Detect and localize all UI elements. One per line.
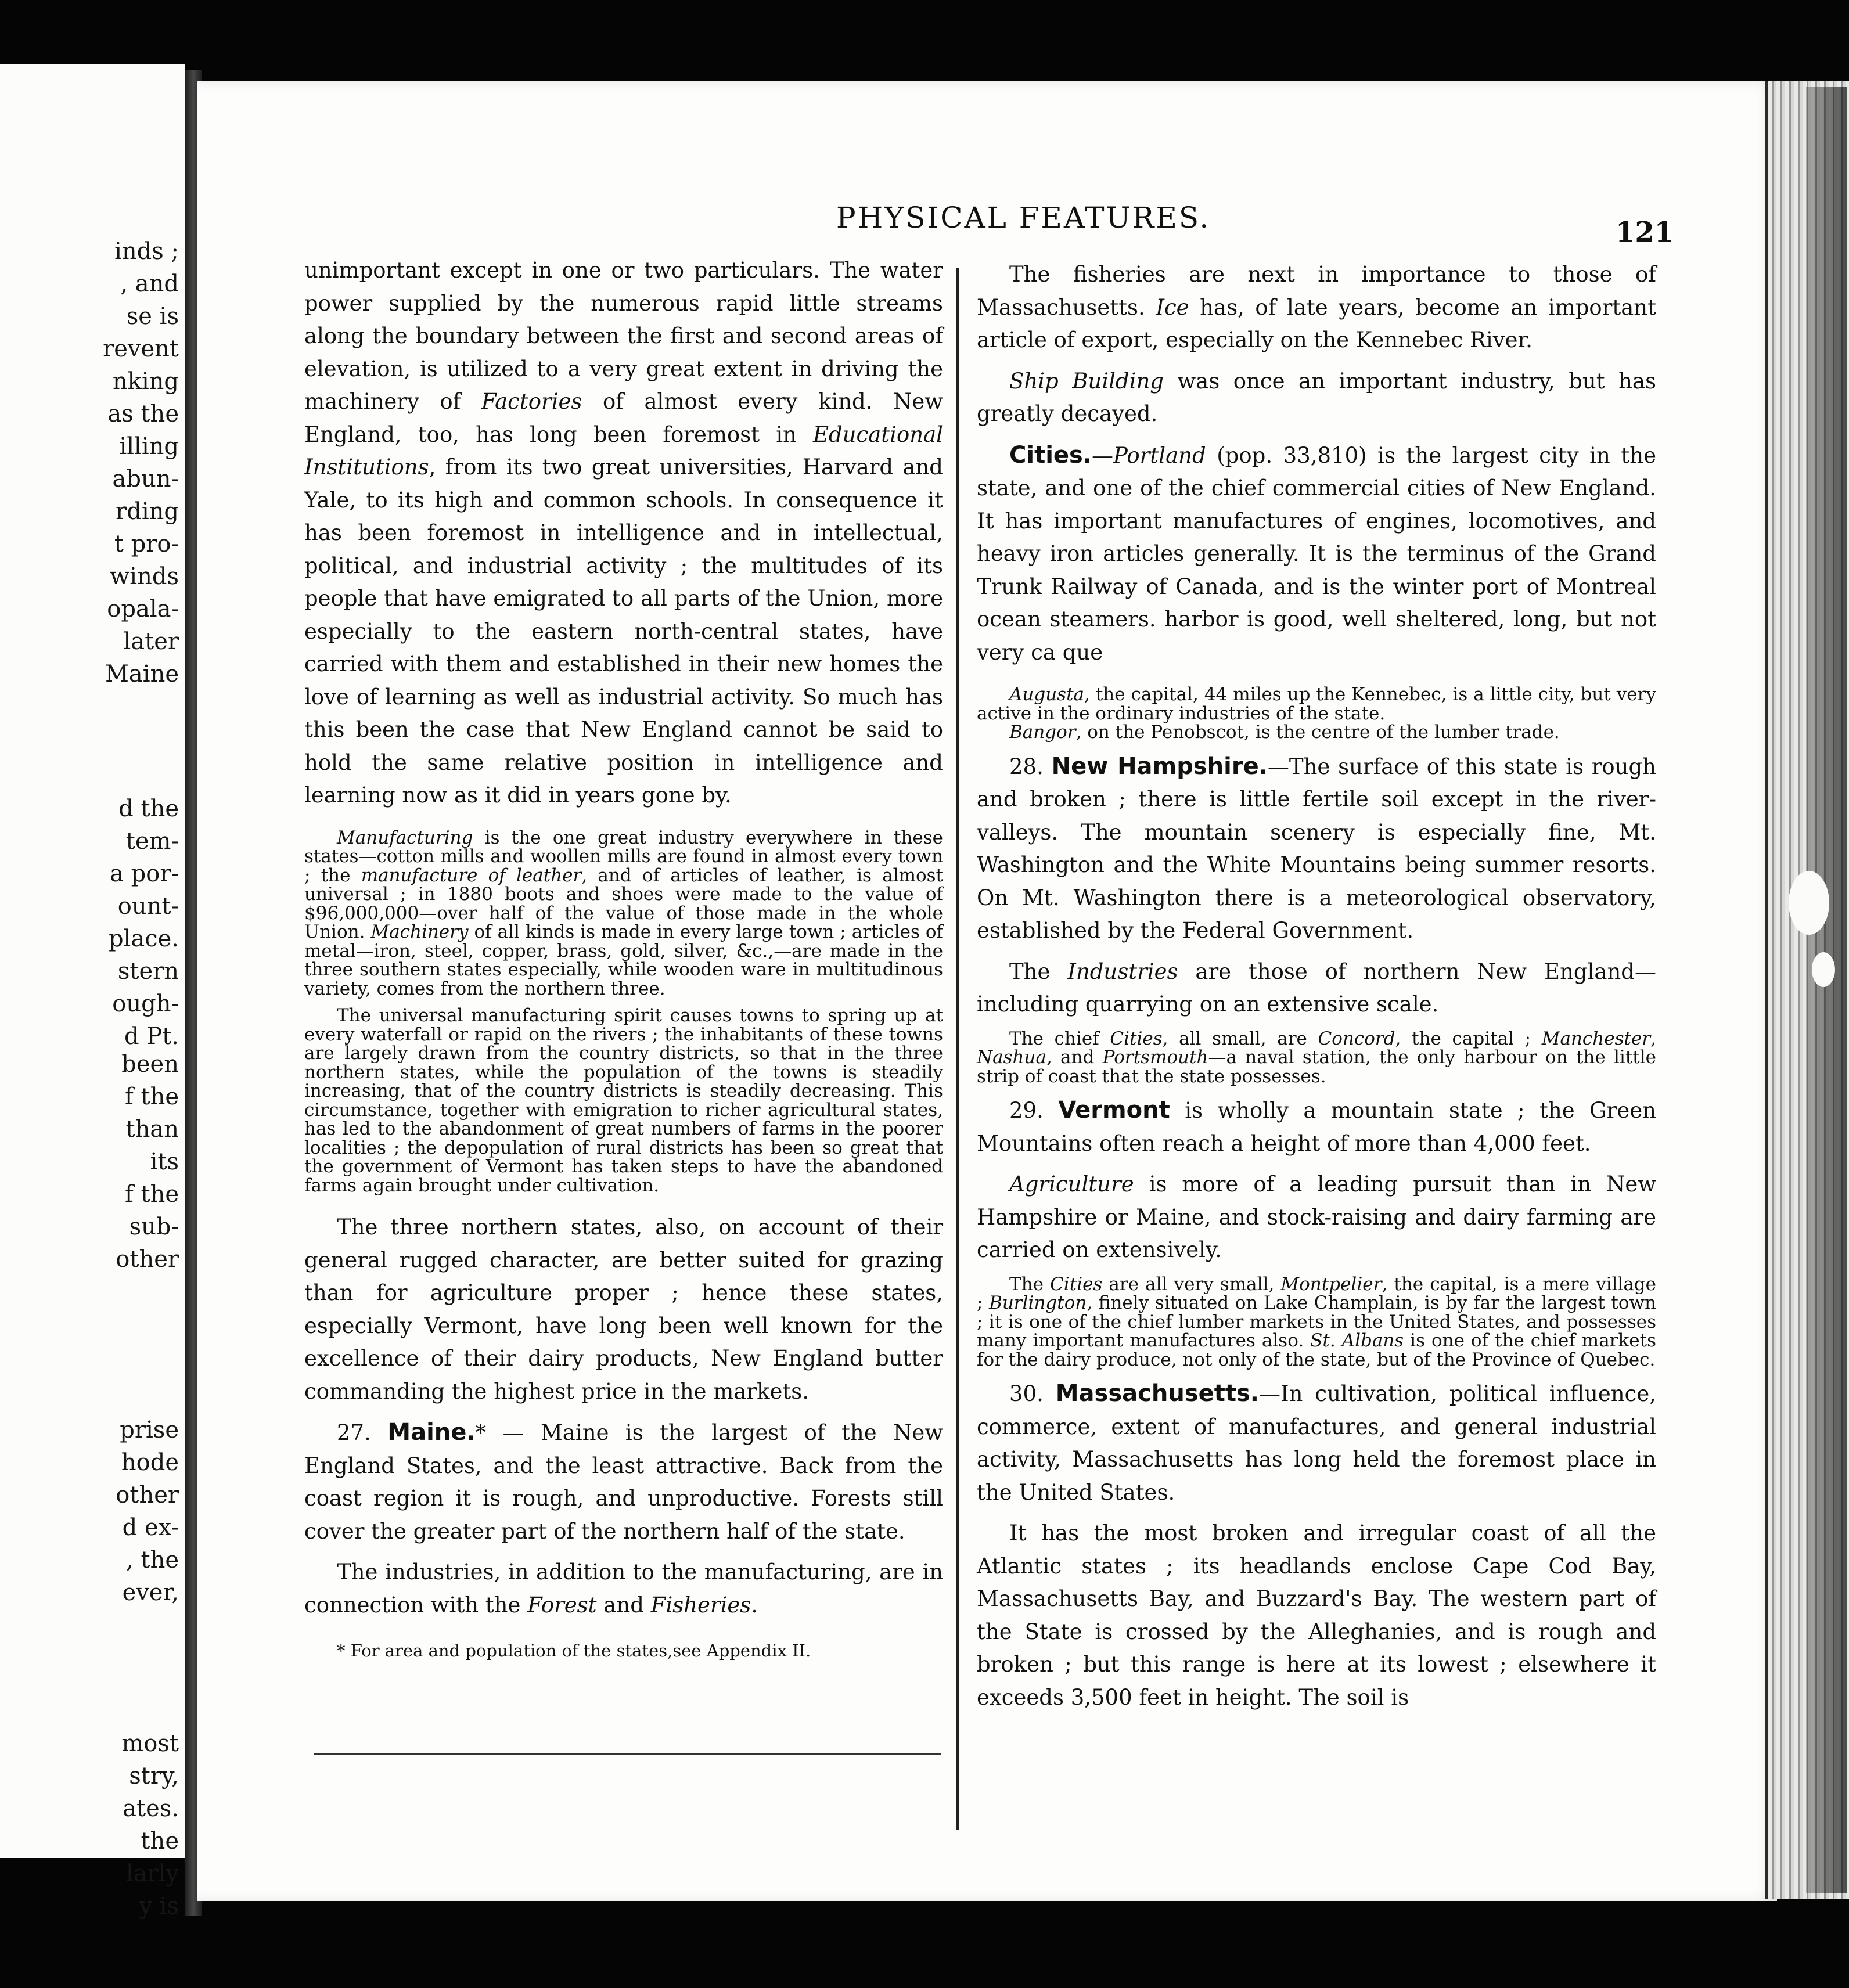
previous-page-line: other xyxy=(116,1482,179,1508)
heading-new-hampshire: New Hampshire. xyxy=(1051,752,1268,780)
paragraph-augusta: Augusta, the capital, 44 miles up the Kennebec, is a little city, but very active in the ordinary industries of the state. xyxy=(977,684,1656,724)
previous-page-line: illing xyxy=(119,433,179,460)
previous-page-line: ates. xyxy=(123,1795,179,1822)
previous-page-line: Maine xyxy=(105,661,179,687)
previous-page-line: prise xyxy=(120,1417,179,1443)
paragraph-bangor: Bangor, on the Penobscot, is the centre of the lumber trade. xyxy=(1009,722,1560,743)
heading-cities: Cities. xyxy=(1009,441,1092,469)
section-new-hampshire: 28. New Hampshire.—The surface of this state is rough and broken ; there is little fertile soil except in the river-valleys. The mountain scenery is especially fine, Mt. Washington and the White Mountains being summer resorts. On Mt. Washington there is a meteorological observatory, established by the Federal Government. xyxy=(977,752,1657,943)
previous-page-line: f the xyxy=(124,1083,179,1110)
footnote-rule xyxy=(314,1753,941,1755)
previous-page-line: stern xyxy=(117,958,179,985)
heading-massachusetts: Massachusetts. xyxy=(1055,1380,1260,1407)
paragraph-universal-manufacturing: The universal manufacturing spirit causes towns to spring up at every waterfall or rapid on the rivers ; the inhabitants of these towns are largely drawn from the country districts, so that in the three northern states, while the population of the towns is steadily increasing, that of the country districts is steadily decreasing. This circumstance, together with emigration to richer agricultural states, has led to the abandonment of great numbers of farms in the poorer localities ; the depopulation of rural districts has been so great that the government of Vermont has taken steps to have the abandoned farms again brought under cultivation. xyxy=(304,1005,943,1196)
previous-page-line: t pro- xyxy=(114,531,179,557)
paragraph-nh-industries: The Industries are those of northern New England—including quarrying on an extensive scale. xyxy=(977,959,1656,1017)
heading-vermont: Vermont xyxy=(1058,1097,1170,1123)
previous-page-line: winds xyxy=(110,563,179,590)
page-edge-shadow xyxy=(1806,87,1847,1893)
column-divider xyxy=(956,268,959,1830)
previous-page-line: abun- xyxy=(112,466,179,492)
previous-page-line: other xyxy=(116,1246,179,1273)
paragraph-nh-cities: The chief Cities, all small, are Concord, the capital ; Manchester, Nashua, and Portsmouth—a naval station, the only harbour on the little strip of coast that the state possesses. xyxy=(977,1028,1656,1087)
left-column xyxy=(304,254,943,1662)
previous-page-line: d the xyxy=(118,795,179,822)
previous-page-line: ough- xyxy=(112,991,179,1017)
previous-page-line: opala- xyxy=(107,596,179,622)
paragraph-northern-states: The three northern states, also, on account of their general rugged character, are better suited for grazing than for agriculture proper ; hence these states, especially Vermont, have long been well known for the excellence of their dairy products, New England butter commanding the highest price in the markets. xyxy=(304,1215,943,1404)
previous-page-fragment xyxy=(0,64,185,1919)
paper-blemish xyxy=(1812,952,1835,987)
paragraph-vt-agriculture: Agriculture is more of a leading pursuit than in New Hampshire or Maine, and stock-raising and dairy farming are carried on extensively. xyxy=(977,1172,1656,1262)
previous-page-line: place. xyxy=(108,925,179,952)
previous-page-line: than xyxy=(125,1116,179,1143)
running-header-title: PHYSICAL FEATURES. xyxy=(836,201,1211,235)
previous-page-line: ever, xyxy=(122,1579,179,1606)
previous-page-line: hode xyxy=(121,1449,179,1476)
paragraph-manufacturing: Manufacturing is the one great industry everywhere in these states—cotton mills and woollen mills are found in almost every town ; the manufacture of leather, and of articles of leather, is almost universal ; in 1880 boots and shoes were made to the value of $96,000,000—over half of the value of those made in the whole Union. Machinery of all kinds is made in every large town ; articles of metal—iron, steel, copper, brass, gold, silver, &c.,—are made in the three southern states especially, while wooden ware in multitudinous variety, comes from the northern three. xyxy=(304,827,944,999)
previous-page-line: d ex- xyxy=(122,1514,179,1541)
section-massachusetts: 30. Massachusetts.—In cultivation, political influence, commerce, extent of manufactures, and general industrial activity, Massachusetts has long held the foremost place in the United States. xyxy=(977,1380,1656,1505)
previous-page-line: inds ; xyxy=(114,238,179,265)
previous-page-line: , and xyxy=(120,271,179,297)
previous-page-line: its xyxy=(150,1148,179,1175)
previous-page-line: sub- xyxy=(129,1213,179,1240)
previous-page-line: been xyxy=(121,1051,179,1078)
paragraph-education: unimportant except in one or two particulars. The water power supplied by the numerous rapid little streams along the boundary between the first and second areas of elevation, is utilized to a very great extent in driving the machinery of Factories of almost every kind. New England, too, has long been foremost in Educational Institutions, from its two great universities, Harvard and Yale, to its high and common schools. In consequence it has been foremost in intelligence and in intellectual, political, and industrial activity ; the multitudes of its people that have emigrated to all parts of the Union, more especially to the eastern north-central states, have carried with them and established in their new homes the love of learning as well as industrial activity. So much has this been the case that New England cannot be said to hold the same relative position in intelligence and learning now as it did in years gone by. xyxy=(304,258,943,808)
page-number: 121 xyxy=(1616,216,1674,248)
previous-page-line: later xyxy=(123,628,179,655)
previous-page-line: revent xyxy=(103,336,179,362)
heading-maine: Maine. xyxy=(387,1419,476,1446)
previous-page-line: the xyxy=(141,1828,179,1854)
paper-blemish xyxy=(1789,871,1829,935)
previous-page-line: y is xyxy=(139,1893,179,1919)
previous-page-line: se is xyxy=(126,303,179,330)
section-maine: 27. Maine.* — Maine is the largest of the New England States, and the least attractive. Back from the coast region it is rough, and unproductive. Forests still cover the greater part of the northern half of the state. xyxy=(304,1419,944,1544)
paragraph-ship-building: Ship Building was once an important industry, but has greatly decayed. xyxy=(977,368,1656,426)
previous-page-line: ount- xyxy=(117,893,179,920)
previous-page-line: a por- xyxy=(110,860,179,887)
paragraph-massachusetts-coast: It has the most broken and irregular coast of all the Atlantic states ; its headlands enclose Cape Cod Bay, Massachusetts Bay, and Buzzard's Bay. The western part of the State is crossed by the Alleghanies, and is rough and broken ; but this range is here at its lowest ; elsewhere it exceeds 3,500 feet in height. The soil is xyxy=(977,1521,1656,1710)
previous-page-line: larly xyxy=(125,1860,179,1887)
previous-page-line: tem- xyxy=(125,828,179,855)
footnote: * For area and population of the states,see Appendix II. xyxy=(337,1641,811,1661)
previous-page-line: nking xyxy=(112,368,179,395)
previous-page-line: , the xyxy=(126,1547,179,1573)
paragraph-fisheries: The fisheries are next in importance to those of Massachusetts. Ice has, of late years, become an important article of export, especially on the Kennebec River. xyxy=(977,262,1657,352)
previous-page-line: as the xyxy=(107,401,179,427)
right-column xyxy=(977,258,1656,1714)
previous-page-line: f the xyxy=(124,1181,179,1208)
paragraph-vt-cities: The Cities are all very small, Montpelier, the capital, is a mere village ; Burlington, finely situated on Lake Champlain, is by far the largest town ; it is one of the chief lumber markets in the United States, and possesses many important manufactures also. St. Albans is one of the chief markets for the dairy produce, not only of the state, but of the Province of Quebec. xyxy=(977,1273,1656,1370)
previous-page-line: rding xyxy=(116,498,179,525)
previous-page-line: most xyxy=(121,1730,179,1757)
previous-page-line: d Pt. xyxy=(124,1023,179,1050)
section-maine-cities: Cities.—Portland (pop. 33,810) is the largest city in the state, and one of the chief commercial cities of New England. It has important manufactures of engines, locomotives, and heavy iron articles generally. It is the terminus of the Grand Trunk Railway of Canada, and is the winter port of Montreal ocean steamers. harbor is good, well sheltered, long, but not very ca que xyxy=(977,441,1656,665)
section-vermont: 29. Vermont is wholly a mountain state ; the Green Mountains often reach a height of more than 4,000 feet. xyxy=(977,1097,1656,1156)
paragraph-maine-industries: The industries, in addition to the manufacturing, are in connection with the Forest and Fisheries. xyxy=(304,1560,943,1618)
previous-page-line: stry, xyxy=(129,1763,179,1789)
